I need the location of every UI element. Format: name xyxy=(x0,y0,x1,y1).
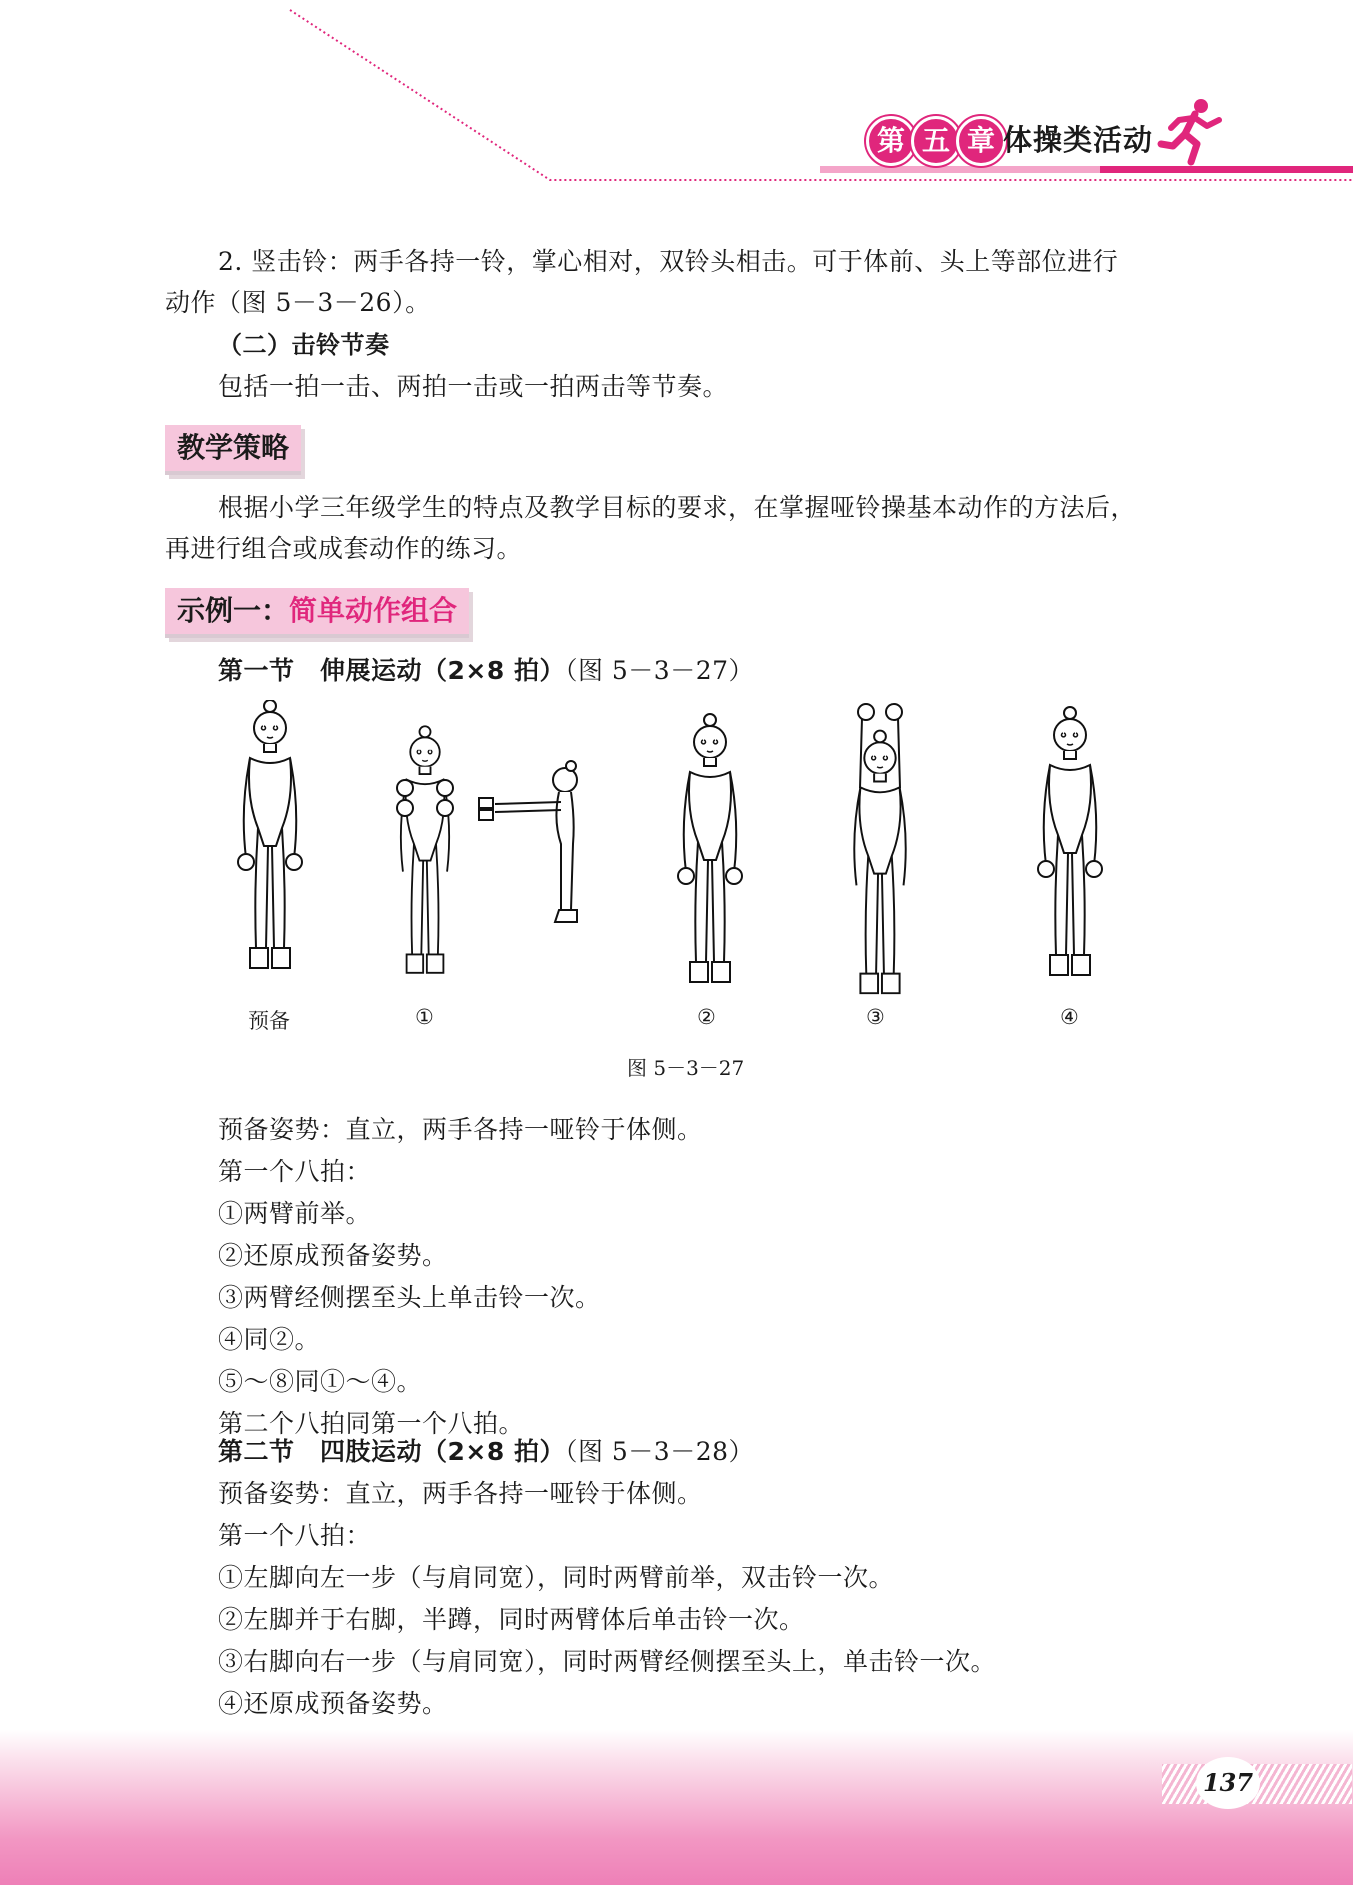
step2-line-1: 预备姿势：直立，两手各持一哑铃于体侧。 xyxy=(218,1479,703,1508)
para3-line2: 再进行组合或成套动作的练习。 xyxy=(165,534,523,563)
figure-step-2 xyxy=(678,714,742,982)
section1-ref: （图 5－3－27） xyxy=(564,656,755,685)
footer-band xyxy=(0,1730,1353,1885)
figure-step-3 xyxy=(854,700,905,993)
figure-label-2: ② xyxy=(697,1005,716,1029)
page-number: 137 xyxy=(1196,1757,1260,1809)
step2-line-2: 第一个八拍： xyxy=(218,1521,372,1550)
chapter-char-2: 五 xyxy=(911,116,961,166)
figure-label-1: ① xyxy=(415,1005,434,1029)
section-teaching-strategy xyxy=(165,425,301,475)
subheading-rhythm: （二）击铃节奏 xyxy=(218,331,390,359)
step2-line-6: ④还原成预备姿势。 xyxy=(218,1689,448,1718)
step1-line-5: ③两臂经侧摆至头上单击铃一次。 xyxy=(218,1283,601,1312)
section2-title: 第二节 四肢运动（2×8 拍） xyxy=(218,1437,565,1466)
para3-line1: 根据小学三年级学生的特点及教学目标的要求，在掌握哑铃操基本动作的方法后， xyxy=(218,493,1137,522)
figure-caption: 图 5－3－27 xyxy=(627,1056,745,1080)
example-title: 简单动作组合 xyxy=(289,594,458,627)
example-prefix: 示例一： xyxy=(177,594,290,627)
chapter-title: 体操类活动 xyxy=(1003,123,1154,157)
step1-line-4: ②还原成预备姿势。 xyxy=(218,1241,448,1270)
figure-step-4 xyxy=(1038,707,1102,975)
runner-icon xyxy=(1155,96,1225,166)
figure-ready xyxy=(238,700,302,968)
section2-ref: （图 5－3－28） xyxy=(564,1437,755,1466)
chapter-char-1: 第 xyxy=(866,116,916,166)
step1-line-2: 第一个八拍： xyxy=(218,1157,372,1186)
exercise-figure xyxy=(220,700,1320,1000)
step2-line-3: ①左脚向左一步（与肩同宽），同时两臂前举，双击铃一次。 xyxy=(218,1563,895,1592)
figure-label-4: ④ xyxy=(1060,1005,1079,1029)
para1-line2: 动作（图 5－3－26）。 xyxy=(165,288,431,317)
section1-heading xyxy=(218,653,754,689)
section2-heading-text xyxy=(218,1434,754,1470)
chapter-char-3: 章 xyxy=(956,116,1006,166)
step1-line-1: 预备姿势：直立，两手各持一哑铃于体侧。 xyxy=(218,1115,703,1144)
step1-line-6: ④同②。 xyxy=(218,1325,321,1354)
step1-line-8: 第二个八拍同第一个八拍。 xyxy=(218,1409,525,1438)
figure-label-ready: 预备 xyxy=(248,1009,290,1033)
figure-step-1-front xyxy=(397,726,453,973)
para2: 包括一拍一击、两拍一击或一拍两击等节奏。 xyxy=(218,372,729,401)
step1-line-3: ①两臂前举。 xyxy=(218,1199,372,1228)
figure-step-1-side xyxy=(479,761,577,922)
step2-line-5: ③右脚向右一步（与肩同宽），同时两臂经侧摆至头上，单击铃一次。 xyxy=(218,1647,997,1676)
para1-line1: 2. 竖击铃：两手各持一铃，掌心相对，双铃头相击。可于体前、头上等部位进行 xyxy=(218,247,1119,276)
header-decoration xyxy=(0,0,1353,190)
figure-label-3: ③ xyxy=(866,1005,885,1029)
section-teaching-label: 教学策略 xyxy=(177,431,290,464)
step2-line-4: ②左脚并于右脚，半蹲，同时两臂体后单击铃一次。 xyxy=(218,1605,805,1634)
section-example-one xyxy=(165,588,469,638)
section1-title: 第一节 伸展运动（2×8 拍） xyxy=(218,656,565,685)
step1-line-7: ⑤～⑧同①～④。 xyxy=(218,1367,423,1396)
